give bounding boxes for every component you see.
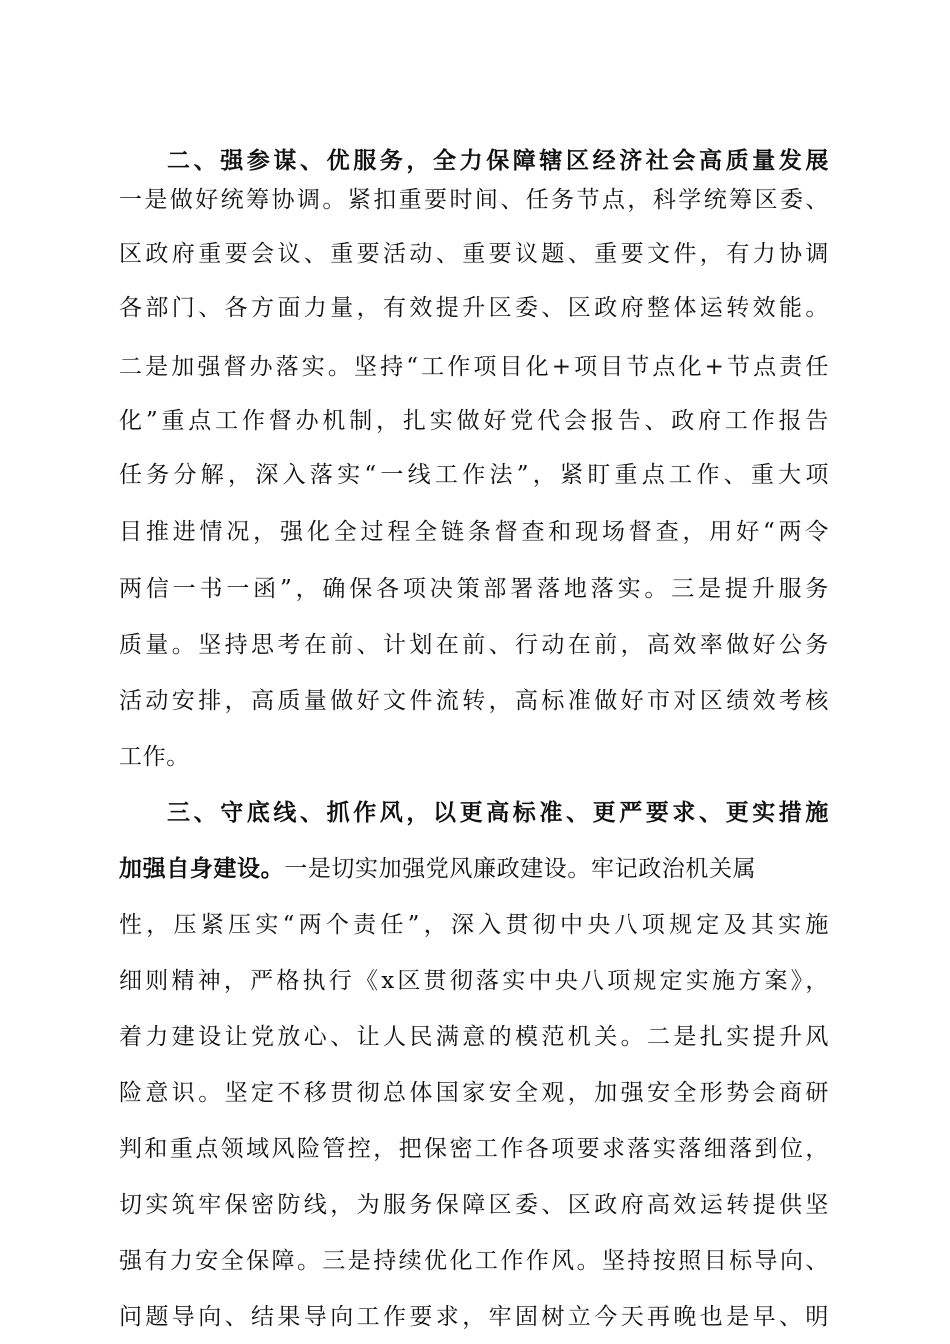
paragraph-line: 任务分解，深入落实“一线工作法”，紧盯重点工作、重大项 — [119, 462, 829, 488]
paragraph-line: 活动安排，高质量做好文件流转，高标准做好市对区绩效考核 — [119, 688, 829, 714]
paragraph-line: 两信一书一函”，确保各项决策部署落地落实。三是提升服务 — [119, 576, 829, 602]
paragraph-line-mixed — [119, 854, 829, 884]
paragraph-line: 强有力安全保障。三是持续优化工作作风。坚持按照目标导向、 — [119, 1248, 829, 1274]
paragraph-line: 区政府重要会议、重要活动、重要议题、重要文件，有力协调 — [119, 241, 829, 267]
paragraph-line: 问题导向、结果导向工作要求，牢固树立今天再晚也是早、明 — [119, 1304, 829, 1330]
paragraph-line: 二是加强督办落实。坚持“工作项目化+项目节点化+节点责任 — [119, 354, 829, 380]
paragraph-line: 细则精神，严格执行《x区贯彻落实中央八项规定实施方案》， — [119, 968, 829, 994]
paragraph-line: 险意识。坚定不移贯彻总体国家安全观，加强安全形势会商研 — [119, 1080, 829, 1106]
paragraph-text: 一是切实加强党风廉政建设。牢记政治机关属 — [284, 856, 757, 882]
paragraph-line: 目推进情况，强化全过程全链条督查和现场督查，用好“两令 — [119, 519, 829, 545]
section-heading-continuation: 加强自身建设。 — [119, 856, 285, 882]
section-heading: 三、守底线、抓作风，以更高标准、更严要求、更实措施 — [167, 800, 829, 826]
paragraph-line: 判和重点领域风险管控，把保密工作各项要求落实落细落到位， — [119, 1136, 829, 1162]
paragraph-line: 各部门、各方面力量，有效提升区委、区政府整体运转效能。 — [119, 295, 829, 321]
paragraph-line: 着力建设让党放心、让人民满意的模范机关。二是扎实提升风 — [119, 1024, 829, 1050]
paragraph-line: 工作。 — [119, 744, 190, 770]
section-heading: 二、强参谋、优服务，全力保障辖区经济社会高质量发展 — [167, 148, 829, 174]
paragraph-line: 化”重点工作督办机制，扎实做好党代会报告、政府工作报告 — [119, 408, 829, 434]
paragraph-line: 一是做好统筹协调。紧扣重要时间、任务节点，科学统筹区委、 — [119, 187, 829, 213]
paragraph-line: 切实筑牢保密防线，为服务保障区委、区政府高效运转提供坚 — [119, 1192, 829, 1218]
paragraph-line: 性，压紧压实“两个责任”，深入贯彻中央八项规定及其实施 — [119, 912, 829, 938]
paragraph-line: 质量。坚持思考在前、计划在前、行动在前，高效率做好公务 — [119, 632, 829, 658]
